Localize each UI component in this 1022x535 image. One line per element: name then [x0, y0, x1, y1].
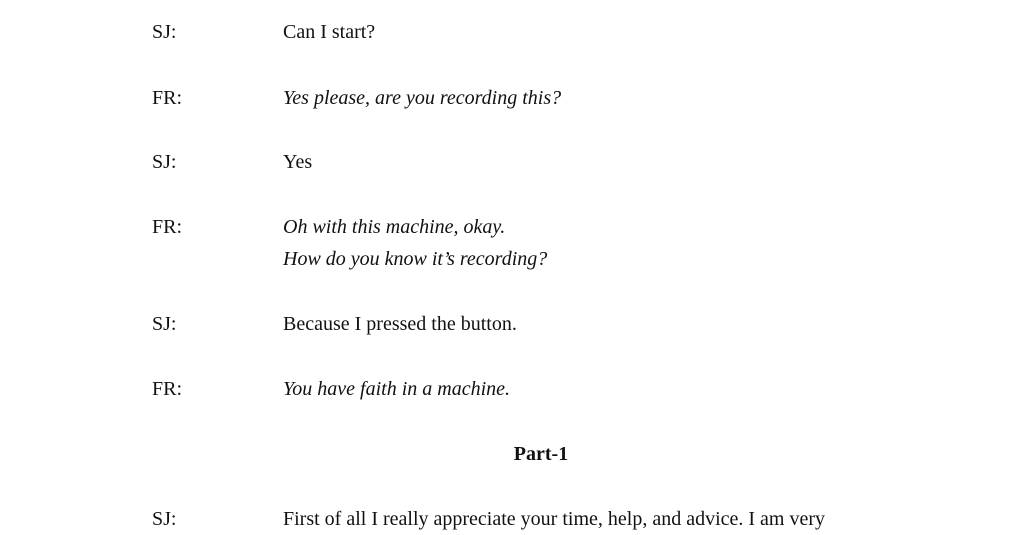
- utterance-line: Yes please, are you recording this?: [283, 87, 562, 109]
- section-heading: Part-1: [513, 443, 569, 465]
- utterance-line: Oh with this machine, okay.: [283, 216, 506, 238]
- speaker-label: FR:: [152, 216, 183, 238]
- speaker-label: FR:: [152, 87, 183, 109]
- utterance: [283, 308, 983, 340]
- speaker-label: SJ:: [152, 151, 177, 173]
- speaker-label: FR:: [152, 378, 183, 400]
- utterance: [283, 373, 983, 405]
- utterance-line: Can I start?: [283, 21, 376, 43]
- utterance: [283, 146, 983, 178]
- utterance-line: You have faith in a machine.: [283, 378, 511, 400]
- utterance: [283, 211, 983, 275]
- utterance-line: How do you know it’s recording?: [283, 248, 548, 270]
- utterance: [283, 16, 983, 48]
- utterance: [283, 82, 983, 114]
- speaker-label: SJ:: [152, 508, 177, 530]
- utterance-line: First of all I really appreciate your time, help, and advice. I am very: [283, 508, 826, 530]
- utterance-line: Because I pressed the button.: [283, 313, 517, 335]
- speaker-label: SJ:: [152, 21, 177, 43]
- utterance-line: Yes: [283, 151, 313, 173]
- utterance: [283, 503, 983, 535]
- speaker-label: SJ:: [152, 313, 177, 335]
